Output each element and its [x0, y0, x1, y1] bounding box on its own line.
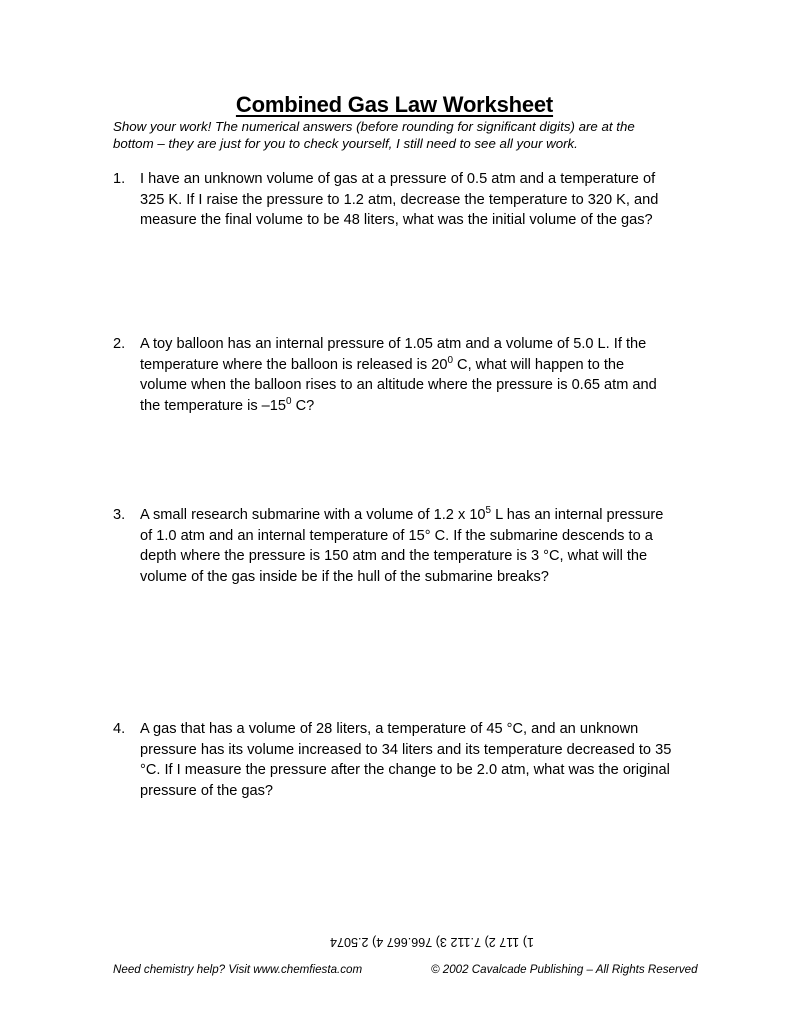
- answer-key: 1) 117 2) 7.112 3) 766.667 4) 2.5074: [330, 935, 534, 949]
- question-1: [113, 169, 675, 231]
- page-title: [113, 92, 676, 118]
- question-3: [113, 505, 675, 587]
- question-3-segment-b: L has an internal pressure of 1.0 atm and an internal temperature of 15° C. If the submarine descends to a depth where the pressure is 150 atm and the temperature is 3 °C, what will the volume of the gas inside be if the hull of the submarine breaks?: [140, 507, 664, 585]
- question-2: [113, 334, 675, 416]
- question-2-segment-b: C, what will happen to the volume when the balloon rises to an altitude where the pressure is 0.65 atm and the temperature is –15: [140, 356, 657, 414]
- question-2-superscript-b: 0: [286, 395, 292, 407]
- question-3-superscript-exponent: 5: [485, 505, 492, 517]
- question-1-text: I have an unknown volume of gas at a pressure of 0.5 atm and a temperature of 325 K. If I raise the pressure to 1.2 atm, decrease the temperature to 320 K, and measure the final volume to be 48 liters, what was the initial volume of the gas?: [140, 171, 659, 229]
- question-1-number: 1.: [113, 171, 126, 187]
- footer-help-text: Need chemistry help? Visit www.chemfiesta.com: [113, 963, 363, 976]
- footer-copyright: © 2002 Cavalcade Publishing – All Rights Reserved: [431, 963, 698, 976]
- question-2-text: [140, 334, 675, 416]
- question-2-segment-c: C?: [291, 397, 315, 414]
- question-2-number: 2.: [113, 336, 126, 352]
- question-4-text: A gas that has a volume of 28 liters, a temperature of 45 °C, and an unknown pressure has its volume increased to 34 liters and its temperature decreased to 35 °C. If I measure the pressure after the change to be 2.0 atm, what was the original pressure of the gas?: [140, 721, 672, 799]
- page-title-text: Combined Gas Law Worksheet: [235, 92, 554, 117]
- question-4-number: 4.: [113, 721, 126, 737]
- question-4: [113, 719, 675, 801]
- question-3-number: 3.: [113, 507, 126, 523]
- question-2-superscript-a: 0: [447, 354, 453, 366]
- question-3-segment-a: A small research submarine with a volume of 1.2 x 10: [140, 507, 486, 523]
- instructions-text: Show your work! The numerical answers (before rounding for significant digits) are at the bottom – they are just for you to check yourself, I still need to see all your work.: [113, 119, 635, 151]
- question-3-text: [140, 505, 675, 587]
- question-2-segment-a: A toy balloon has an internal pressure of 1.05 atm and a volume of 5.0 L. If the temperature where the balloon is released is 20: [140, 336, 647, 373]
